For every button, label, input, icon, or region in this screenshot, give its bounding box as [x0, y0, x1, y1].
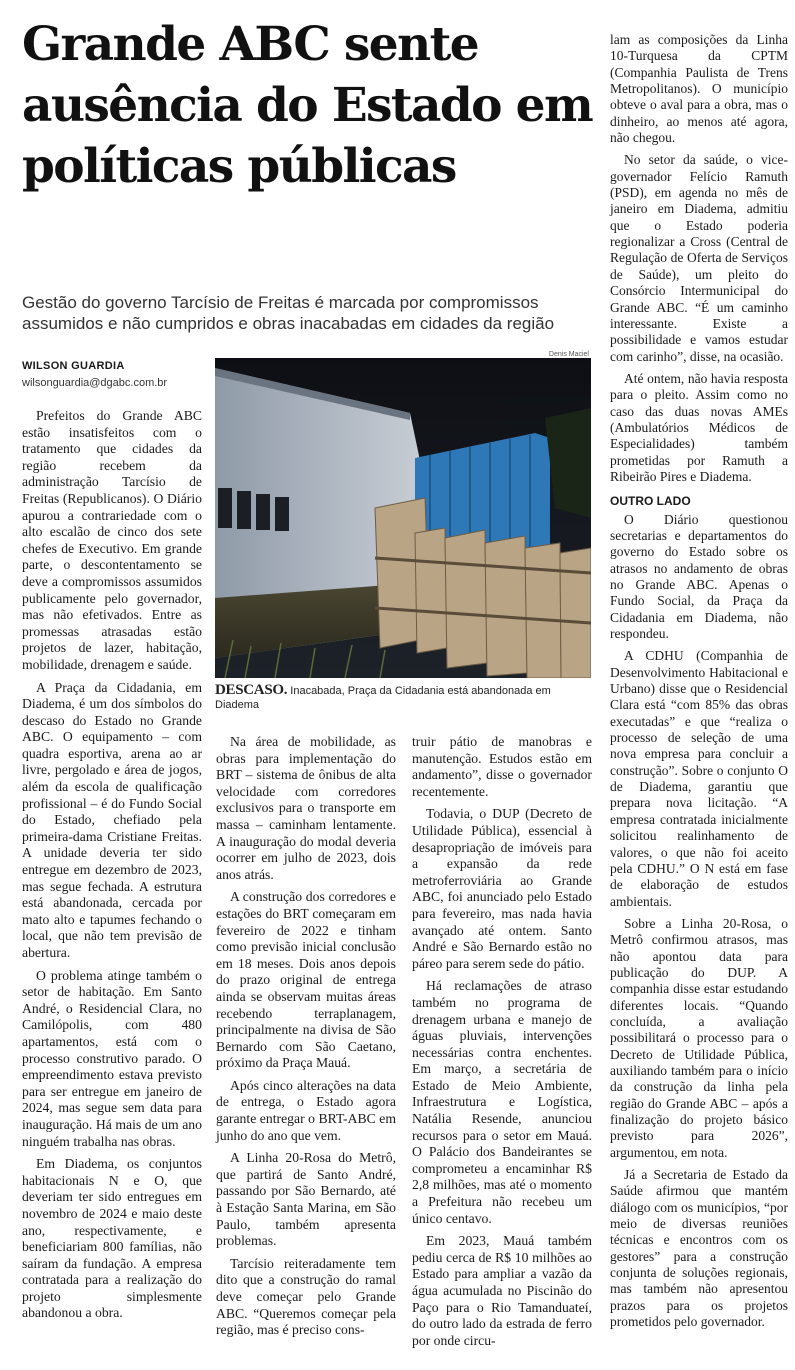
photo-caption: [215, 682, 595, 711]
paragraph: Já a Secretaria de Estado da Saúde afirmou que mantém diálogo com os municípios, “por meio de diversas reuniões técnicas e encontros com os gestores” para a construção conjunta de soluções regionais, mas também não apresentou prazos para os projetos prometidos pelo governador.: [610, 1167, 788, 1330]
paragraph: A CDHU (Companhia de Desenvolvimento Habitacional e Urbano) disse que o Residencial Clara está “com 85% das obras executadas” e que “realiza o processo de seleção de uma nova empresa para concluir a construção”. Sobre o conjunto O de Diadema, garantiu que prepara nova licitação. “A empresa contratada inicialmente solicitou realinhamento de valores, o que não foi aceito pela CDHU.” O N está em fase de elaboração de estudos ambientais.: [610, 648, 788, 909]
author-email: wilsonguardia@dgabc.com.br: [22, 377, 168, 389]
paragraph: Em 2023, Mauá também pediu cerca de R$ 10 milhões ao Estado para ampliar a vazão da água acumulada no Piscinão do Paço para o Rio Tamanduateí, do outro lado da estrada de ferro por onde circu-: [412, 1233, 592, 1348]
paragraph: A construção dos corredores e estações do BRT começaram em fevereiro de 2022 e tinham como previsão inicial conclusão em 18 meses. Dois anos depois do prazo original de entrega ainda se observam muitas áreas recebendo terraplanagem, principalmente na divisa de São Bernardo com São Caetano, próximo da Praça Mauá.: [216, 889, 396, 1071]
paragraph: lam as composições da Linha 10-Turquesa da CPTM (Companhia Paulista de Trens Metropolitanos). O município obteve o aval para a obra, mas o dinheiro, ao menos até agora, não chegou.: [610, 32, 788, 146]
byline: [22, 360, 212, 389]
caption-text: Inacabada, Praça da Cidadania está abandonada em Diadema: [215, 685, 551, 711]
column-3: [412, 734, 592, 1355]
column-4: [610, 32, 788, 1336]
paragraph: O problema atinge também o setor de habitação. Em Santo André, o Residencial Clara, no Camilópolis, com 480 apartamentos, está com o processo construtivo parado. O empreendimento estava previsto para ser entregue em janeiro de 2024, mas segue sem data para inauguração. Há mais de um ano ninguém trabalha nas obras.: [22, 967, 202, 1149]
column-1: [22, 408, 202, 1328]
paragraph: A Linha 20-Rosa do Metrô, que partirá de Santo André, passando por São Bernardo, até à Estação Santa Marina, em São Paulo, também apresenta problemas.: [216, 1150, 396, 1249]
paragraph: Em Diadema, os conjuntos habitacionais N e O, que deveriam ter sido entregues em novembro de 2024 e maio deste ano, respectivamente, e beneficiariam 800 famílias, não saíram da fundação. A empresa contratada para a realização do projeto simplesmente abandonou a obra.: [22, 1156, 202, 1321]
article-photo: [215, 358, 591, 678]
section-heading: OUTRO LADO: [610, 494, 691, 509]
paragraph: Na área de mobilidade, as obras para implementação do BRT – sistema de ônibus de alta velocidade com corredores exclusivos para o transporte em massa – caminham lentamente. A inauguração do modal deveria ocorrer em julho de 2023, dois anos atrás.: [216, 734, 396, 882]
photo-credit: Denis Maciel: [548, 351, 589, 358]
paragraph: Tarcísio reiteradamente tem dito que a construção do ramal deve começar pelo Grande ABC. “Queremos começar pela região, mas é preciso cons-: [216, 1255, 396, 1338]
paragraph: O Diário questionou secretarias e departamentos do governo do Estado sobre os atrasos no andamento de obras no Grande ABC. Apenas o Fundo Social, da Praça da Cidadania em Diadema, não respondeu.: [610, 511, 788, 642]
author-name: WILSON GUARDIA: [22, 360, 125, 372]
subheadline: Gestão do governo Tarcísio de Freitas é marcada por compromissos assumidos e não cumpridos e obras inacabadas em cidades da região: [22, 293, 555, 333]
paragraph: A Praça da Cidadania, em Diadema, é um dos símbolos do descaso do Estado no Grande ABC. O equipamento – com quadra esportiva, arena ao ar livre, pergolado e área de jogos, além da escola de qualificação profissional – é do Fundo Social do Estado, chefiado pela primeira-dama Cristiane Freitas. A unidade deveria ter sido entregue em dezembro de 2023, mas segue fechada. A estrutura está abandonada, cercada por mato alto e tapumes fechando o local, que não tem previsão de abertura.: [22, 679, 202, 960]
column-2: [216, 734, 396, 1345]
caption-lead: DESCASO.: [215, 682, 288, 698]
paragraph: Até ontem, não havia resposta para o pleito. Assim como no caso das duas novas AMEs (Ambulatórios Médicos de Especialidades) também prometidas por Ramuth a Ribeirão Pires e Diadema.: [610, 370, 788, 484]
paragraph: No setor da saúde, o vice-governador Felício Ramuth (PSD), em agenda no mês de janeiro em Diadema, admitiu que o Estado poderia regionalizar a Cross (Central de Regulação de Oferta de Serviços de Saúde), um pleito do Consórcio Intermunicipal do Grande ABC. “É um caminho interessante. Existe a possibilidade e vamos estudar com carinho”, disse, na ocasião.: [610, 152, 788, 364]
paragraph: Todavia, o DUP (Decreto de Utilidade Pública), essencial à desapropriação de imóveis para a expansão da rede metroferroviária ao Grande ABC, foi anunciado pelo Estado para fevereiro, mas nada havia avançado até ontem. Santo André e São Bernardo estão no páreo para serem sede do pátio.: [412, 806, 592, 971]
paragraph: Há reclamações de atraso também no programa de drenagem urbana e manejo de águas pluviais, intervenções necessárias contra enchentes. Em março, a secretária de Estado de Meio Ambiente, Infraestrutura e Logística, Natália Resende, anunciou recursos para o setor em Mauá. O Palácio dos Bandeirantes se comprometeu a encaminhar R$ 2,8 milhões, mas até o momento a Prefeitura não recebeu um único centavo.: [412, 978, 592, 1226]
paragraph: Sobre a Linha 20-Rosa, o Metrô confirmou atrasos, mas não apontou data para publicação do DUP. A companhia disse estar estudando diferentes locais. “Quando concluída, a avaliação possibilitará o processo para o Decreto de Utilidade Pública, auxiliando também para o início da construção da linha pela região do Grande ABC – após a finalização do projeto básico previsto para 2026”, argumentou, em nota.: [610, 915, 788, 1160]
paragraph: Prefeitos do Grande ABC estão insatisfeitos com o tratamento que cidades da região recebem da administração Tarcísio de Freitas (Republicanos). O Diário apurou a contrariedade com o alto escalão de cinco dos sete chefes de Executivo. Em grande parte, o descontentamento se deve a compromissos assumidos publicamente pelo governador, mas não efetivados. Entre as promessas atrasadas estão projetos de lazer, habitação, mobilidade, drenagem e saúde.: [22, 408, 202, 672]
paragraph: truir pátio de manobras e manutenção. Estudos estão em andamento”, disse o governador recentemente.: [412, 734, 592, 799]
paragraph: Após cinco alterações na data de entrega, o Estado agora garante entregar o BRT-ABC em junho do ano que vem.: [216, 1077, 396, 1143]
headline: Grande ABC sente ausência do Estado em políticas públicas: [22, 17, 593, 194]
